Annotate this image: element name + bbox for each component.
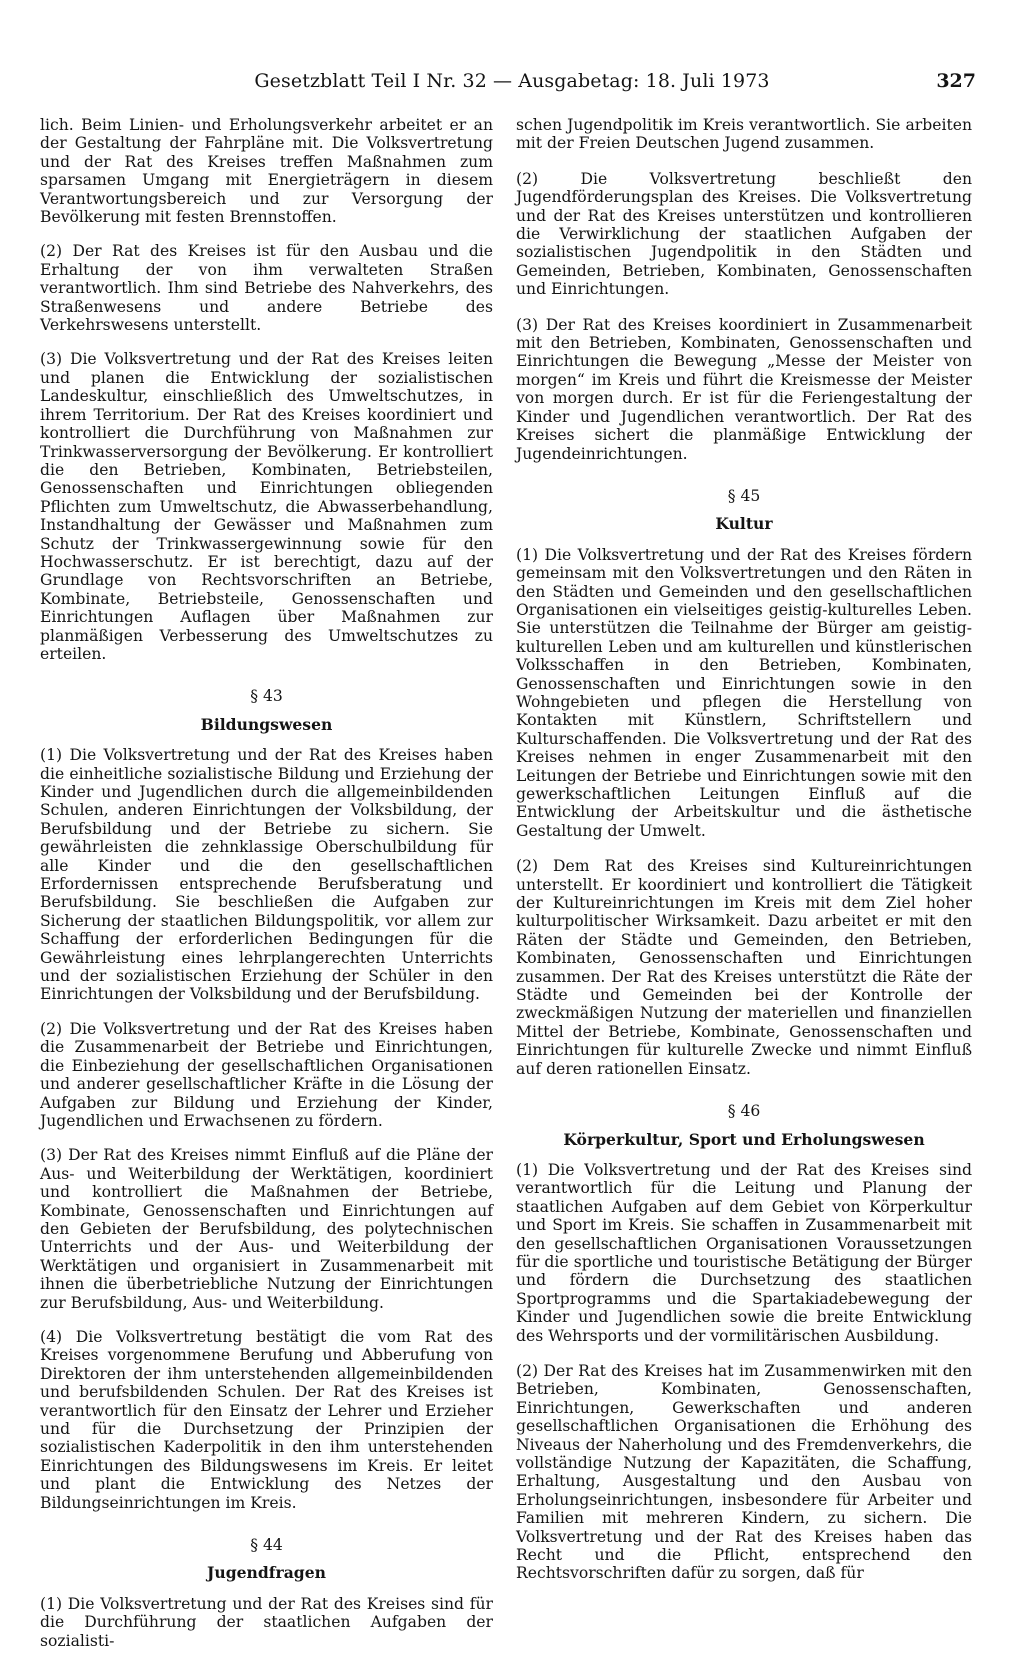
section-43-title: Bildungswesen — [200, 714, 333, 734]
left-column — [40, 116, 493, 1666]
paragraph-2: (2) Der Rat des Kreises ist für den Ausbau und die Erhaltung der von ihm verwalteten Straßen verantwortlich. Ihm sind Betriebe des Nahverkehrs, des Straßenwesens und andere Betriebe des Verkehrswesens unterstellt. — [40, 242, 493, 335]
continued-paragraph: lich. Beim Linien- und Erholungsverkehr arbeitet er an der Gestaltung der Fahrpläne mit. Die Volksvertretung und der Rat des Kreises treffen Maßnahmen zum sparsamen Umgang mit Energieträgern in diesem Verantwortungsbereich und zur Versorgung der Bevölkerung mit festen Brennstoffen. — [40, 116, 493, 227]
section-44-number: § 44 — [250, 1536, 283, 1555]
section-43-number: § 43 — [250, 687, 283, 706]
section-44-paragraph-3: (3) Der Rat des Kreises koordiniert in Zusammenarbeit mit den Betrieben, Kombinaten, Genossenschaften und Einrichtungen die Bewegung „Messe der Meister von morgen“ im Kreis und führt die Kreismesse der Meister von morgen durch. Er ist für die Feriengestaltung der Kinder und Jugendlichen verantwortlich. Der Rat des Kreises sichert die planmäßige Entwicklung der Jugendeinrichtungen. — [516, 315, 972, 463]
section-44-paragraph-2: (2) Die Volksvertretung beschließt den Jugendförderungsplan des Kreises. Die Volksvertretung und der Rat des Kreises unterstützen und kontrollieren die Verwirklichung der staatlichen Aufgaben der sozialistischen Jugendpolitik in den Städten und Gemeinden, Betrieben, Kombinaten, Genossenschaften und Einrichtungen. — [516, 169, 972, 299]
section-44-title: Jugendfragen — [207, 1563, 326, 1583]
section-43-paragraph-2: (2) Die Volksvertretung und der Rat des Kreises haben die Zusammenarbeit der Betriebe und Einrichtungen, die Einbeziehung der gesellschaftlichen Organisationen und anderer gesellschaftlicher Kräfte in die Lösung der Aufgaben zur Bildung und Erziehung der Kinder, Jugendlichen und Erwachsenen zu fördern. — [40, 1019, 493, 1130]
continued-paragraph: schen Jugendpolitik im Kreis verantwortlich. Sie arbeiten mit der Freien Deutschen Jugend zusammen. — [516, 116, 972, 153]
section-43-paragraph-3: (3) Der Rat des Kreises nimmt Einfluß auf die Pläne der Aus- und Weiterbildung der Werktätigen, koordiniert und kontrolliert die Maßnahmen der Betriebe, Kombinate, Genossenschaften und Einrichtungen auf den Gebieten der Berufsbildung, des polytechnischen Unterrichts und der Aus- und Weiterbildung der Werktätigen und organisiert in Zusammenarbeit mit ihnen die überbetriebliche Nutzung der Einrichtungen zur Berufsbildung, Aus- und Weiterbildung. — [40, 1146, 493, 1312]
section-45-title: Kultur — [715, 514, 773, 534]
right-column — [516, 116, 972, 1600]
section-44-paragraph-1: (1) Die Volksvertretung und der Rat des Kreises sind für die Durchführung der staatlichen Aufgaben der sozialisti- — [40, 1594, 493, 1650]
section-45-number: § 45 — [727, 486, 761, 505]
page-number: 327 — [936, 70, 976, 92]
page-header — [0, 70, 1024, 100]
section-46-paragraph-1: (1) Die Volksvertretung und der Rat des Kreises sind verantwortlich für die Leitung und Planung der staatlichen Aufgaben auf dem Gebiet von Körperkultur und Sport im Kreis. Sie schaffen in Zusammenarbeit mit den gesellschaftlichen Organisationen Voraussetzungen für die sportliche und touristische Betätigung der Bürger und fördern die Durchsetzung des staatlichen Sportprogramms und die Spartakiadebewegung der Kinder und Jugendlichen sowie die breite Entwicklung des Wehrsports und der vormilitärischen Ausbildung. — [516, 1160, 972, 1345]
section-46-paragraph-2: (2) Der Rat des Kreises hat im Zusammenwirken mit den Betrieben, Kombinaten, Genossenschaften, Einrichtungen, Gewerkschaften und anderen gesellschaftlichen Organisationen die Erhöhung des Niveaus der Naherholung und des Fremdenverkehrs, die vollständige Nutzung der Kapazitäten, die Schaffung, Erhaltung, Ausgestaltung und den Ausbau von Erholungseinrichtungen, insbesondere für Arbeiter und Familien mit mehreren Kindern, zu sichern. Die Volksvertretung und der Rat des Kreises haben das Recht und die Pflicht, entsprechend den Rechtsvorschriften dafür zu sorgen, daß für — [516, 1361, 972, 1583]
section-43-paragraph-4: (4) Die Volksvertretung bestätigt die vom Rat des Kreises vorgenommene Berufung und Abberufung von Direktoren der ihm unterstehenden allgemeinbildenden und berufsbildenden Schulen. Der Rat des Kreises ist verantwortlich für den Einsatz der Lehrer und Erzieher und für die Durchsetzung der Prinzipien der sozialistischen Kaderpolitik in den ihm unterstehenden Einrichtungen des Bildungswesens im Kreis. Er leitet und plant die Entwicklung des Netzes der Bildungseinrichtungen im Kreis. — [40, 1327, 493, 1512]
gazette-header-title: Gesetzblatt Teil I Nr. 32 — Ausgabetag: 18. Juli 1973 — [254, 70, 770, 92]
section-43-paragraph-1: (1) Die Volksvertretung und der Rat des Kreises haben die einheitliche sozialistische Bildung und Erziehung der Kinder und Jugendlichen durch die allgemeinbildenden Schulen, anderen Einrichtungen der Volksbildung, der Berufsbildung und der Betriebe zu sichern. Sie gewährleisten die zehnklassige Oberschulbildung für alle Kinder und die den gesellschaftlichen Erfordernissen entsprechende Berufsberatung und Berufsbildung. Sie beschließen die Aufgaben zur Sicherung der staatlichen Bildungspolitik, vor allem zur Schaffung der erforderlichen Bedingungen für die Gewährleistung eines lehrplangerechten Unterrichts und der sozialistischen Erziehung der Schüler in den Einrichtungen der Volksbildung und der Berufsbildung. — [40, 746, 493, 1004]
section-46-number: § 46 — [727, 1102, 761, 1121]
paragraph-3: (3) Die Volksvertretung und der Rat des Kreises leiten und planen die Entwicklung der sozialistischen Landeskultur, einschließlich des Umweltschutzes, in ihrem Territorium. Der Rat des Kreises koordiniert und kontrolliert die Durchführung von Maßnahmen zur Trinkwasserversorgung der Bevölkerung. Er kontrolliert die den Betrieben, Kombinaten, Betriebsteilen, Genossenschaften und Einrichtungen obliegenden Pflichten zum Umweltschutz, die Abwasserbehandlung, Instandhaltung der Gewässer und Maßnahmen zum Schutz der Trinkwassergewinnung sowie für den Hochwasserschutz. Er ist berechtigt, dazu auf der Grundlage von Rechtsvorschriften an Betriebe, Kombinate, Betriebsteile, Genossenschaften und Einrichtungen Auflagen über Maßnahmen zur planmäßigen Verbesserung des Umweltschutzes zu erteilen. — [40, 350, 493, 663]
section-45-paragraph-1: (1) Die Volksvertretung und der Rat des Kreises fördern gemeinsam mit den Volksvertretungen und den Räten in den Städten und Gemeinden und den gesellschaftlichen Organisationen ein vielseitiges geistig-kulturelles Leben. Sie unterstützen die Teilnahme der Bürger am geistig-kulturellen Leben und am kulturellen und künstlerischen Volksschaffen in den Betrieben, Kombinaten, Genossenschaften und Einrichtungen sowie in den Wohngebieten und pflegen die Herstellung von Kontakten mit Künstlern, Schriftstellern und Kulturschaffenden. Die Volksvertretung und der Rat des Kreises nehmen in enger Zusammenarbeit mit den Leitungen der Betriebe und Einrichtungen sowie mit den gewerkschaftlichen Leitungen Einfluß auf die Entwicklung der Arbeitskultur und die ästhetische Gestaltung der Umwelt. — [516, 545, 972, 840]
section-45-paragraph-2: (2) Dem Rat des Kreises sind Kultureinrichtungen unterstellt. Er koordiniert und kontrolliert die Tätigkeit der Kultureinrichtungen im Kreis mit dem Ziel hoher kulturpolitischer Wirksamkeit. Dazu arbeitet er mit den Räten der Städte und Gemeinden, den Betrieben, Kombinaten, Genossenschaften und Einrichtungen zusammen. Der Rat des Kreises unterstützt die Räte der Städte und Gemeinden bei der Kontrolle der zweckmäßigen Nutzung der materiellen und finanziellen Mittel der Betriebe, Kombinate, Genossenschaften und Einrichtungen für kulturelle Zwecke und nimmt Einfluß auf deren rationellen Einsatz. — [516, 857, 972, 1078]
section-46-title: Körperkultur, Sport und Erholungswesen — [563, 1129, 925, 1149]
